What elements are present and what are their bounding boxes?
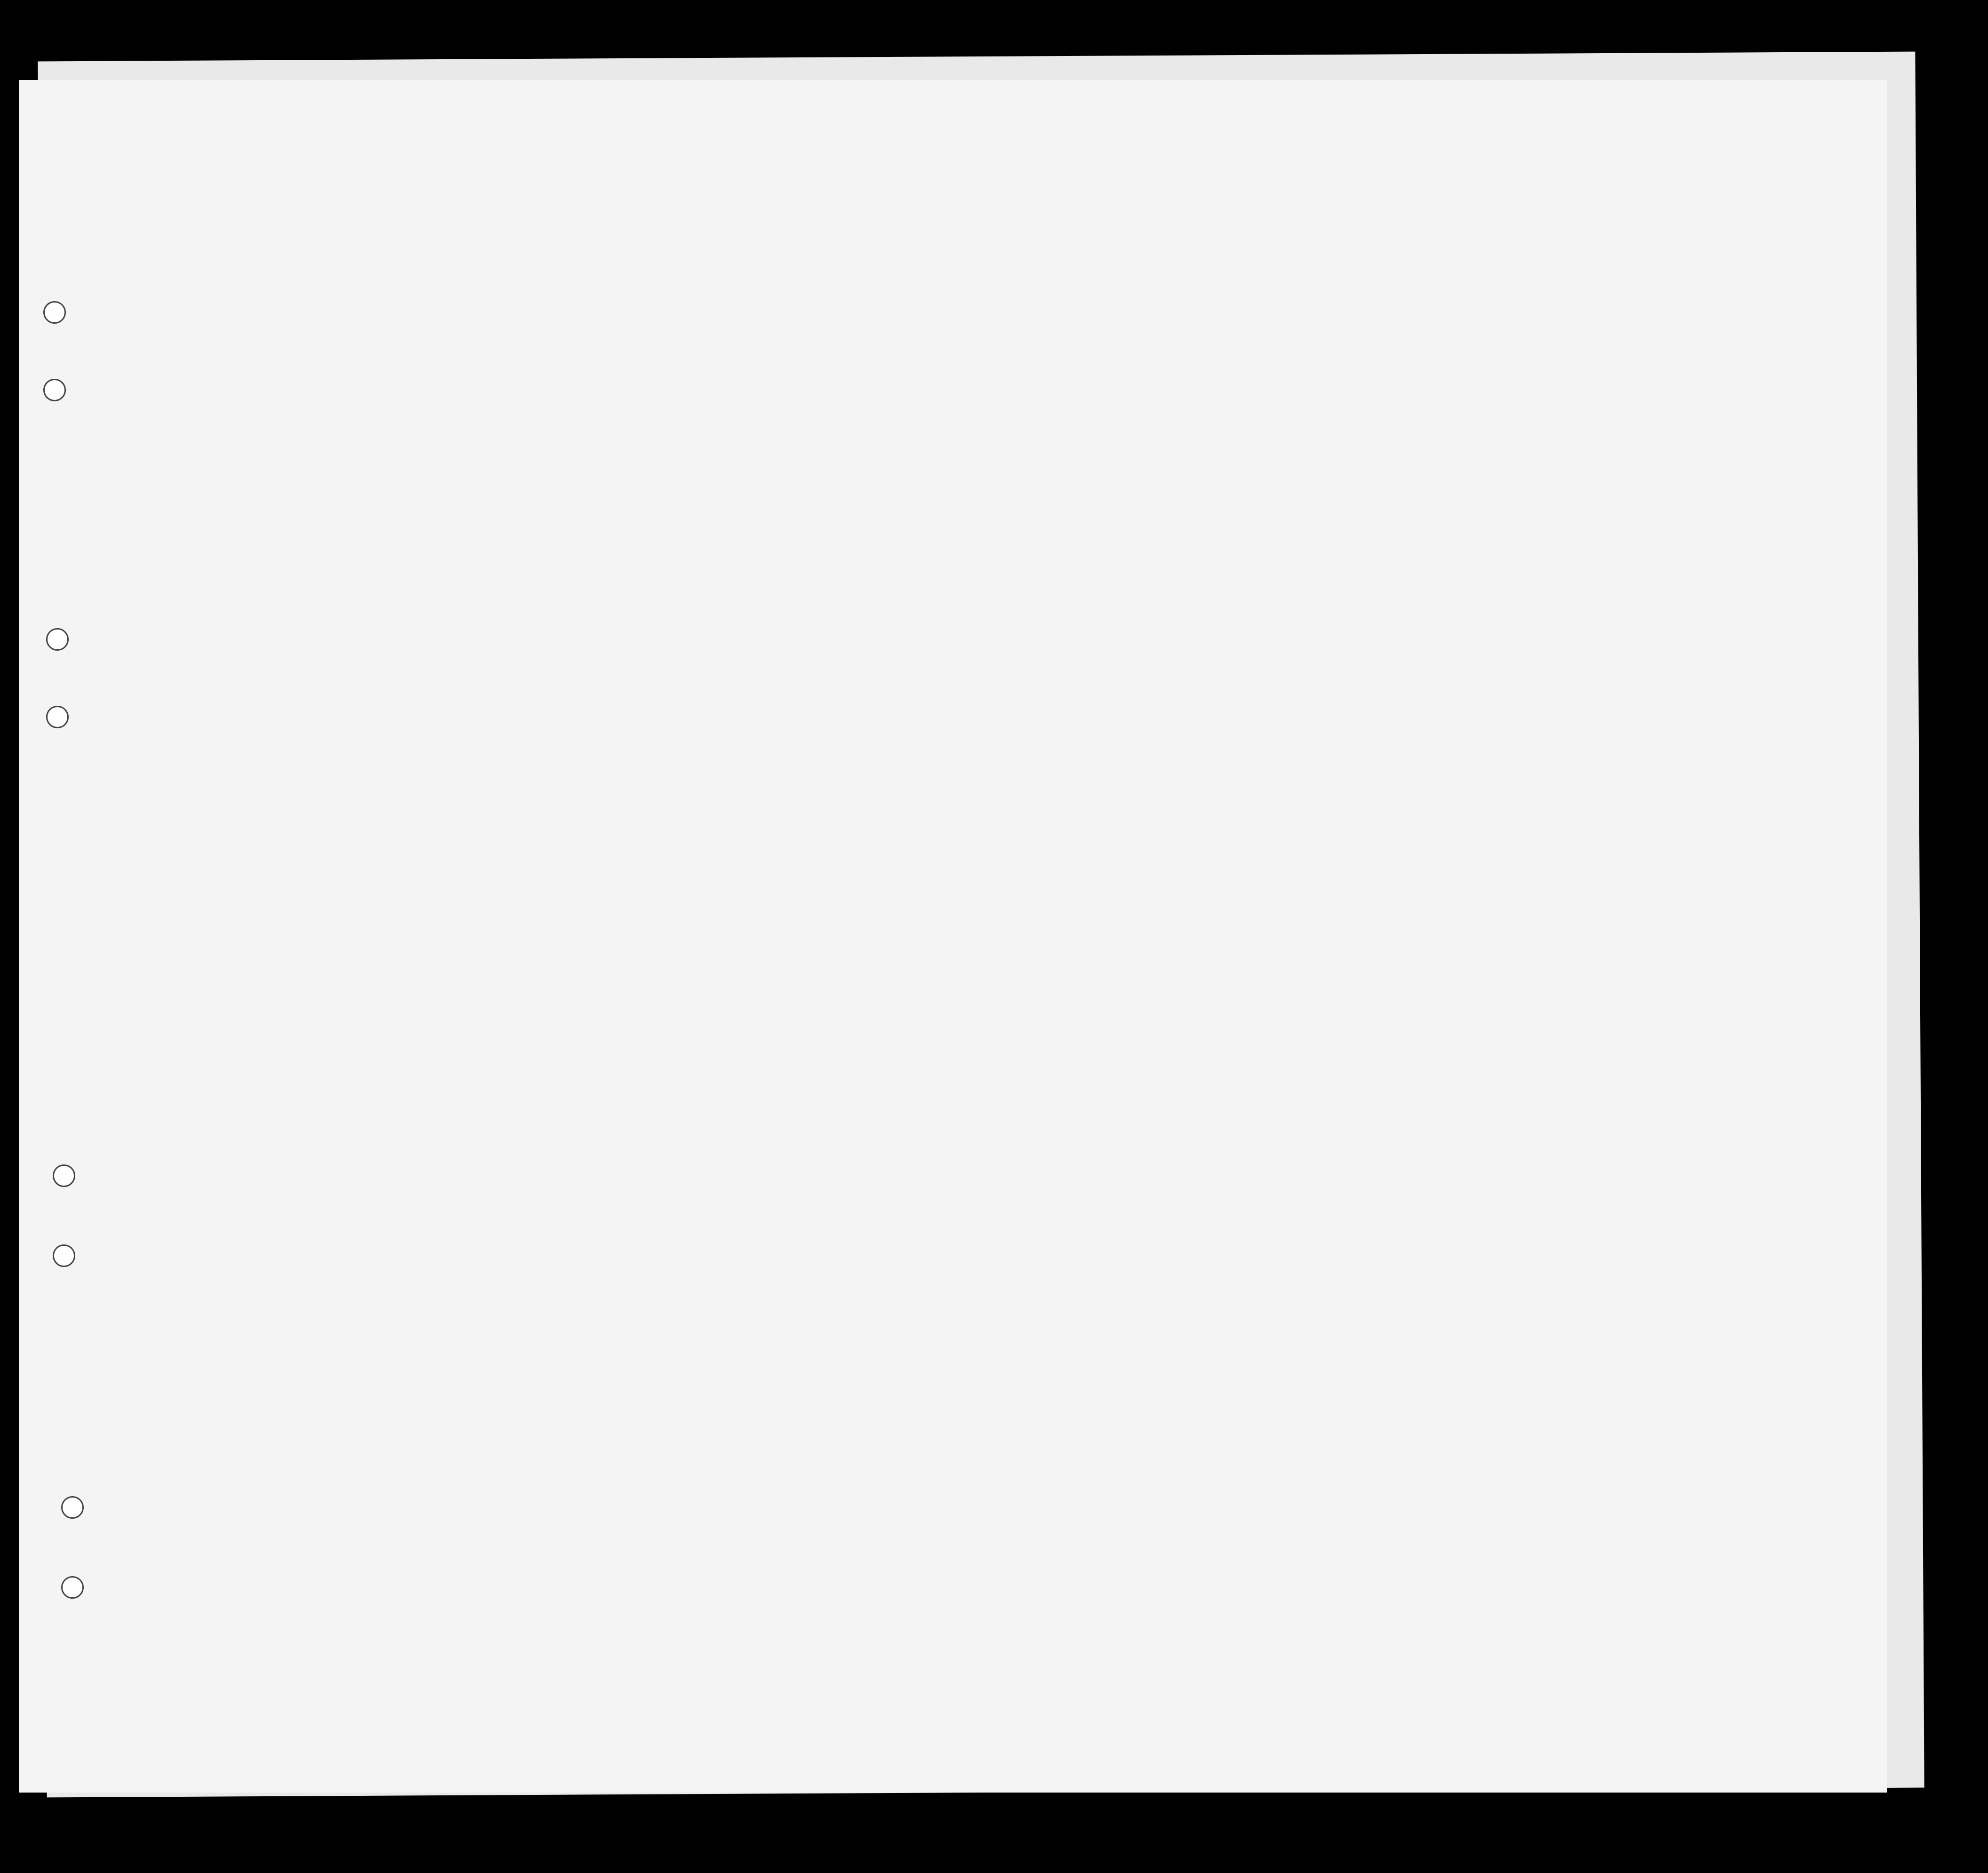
header-feet bbox=[1555, 423, 1569, 466]
header-purpose-return bbox=[1100, 376, 1128, 475]
header-purpose-citizen bbox=[1172, 376, 1200, 475]
header-excluded bbox=[1388, 358, 1409, 475]
header-overthrow bbox=[1301, 358, 1353, 475]
header-purpose-length bbox=[1136, 376, 1165, 475]
header-ticket bbox=[529, 358, 553, 475]
header-polygamist bbox=[1252, 358, 1270, 475]
header-prison bbox=[1209, 358, 1242, 475]
header-anarchist bbox=[1277, 358, 1296, 475]
header-arrested bbox=[1412, 358, 1433, 475]
header-contract-labor bbox=[1353, 358, 1386, 475]
header-fifty-dollars bbox=[654, 358, 678, 475]
header-inches bbox=[1579, 423, 1593, 466]
